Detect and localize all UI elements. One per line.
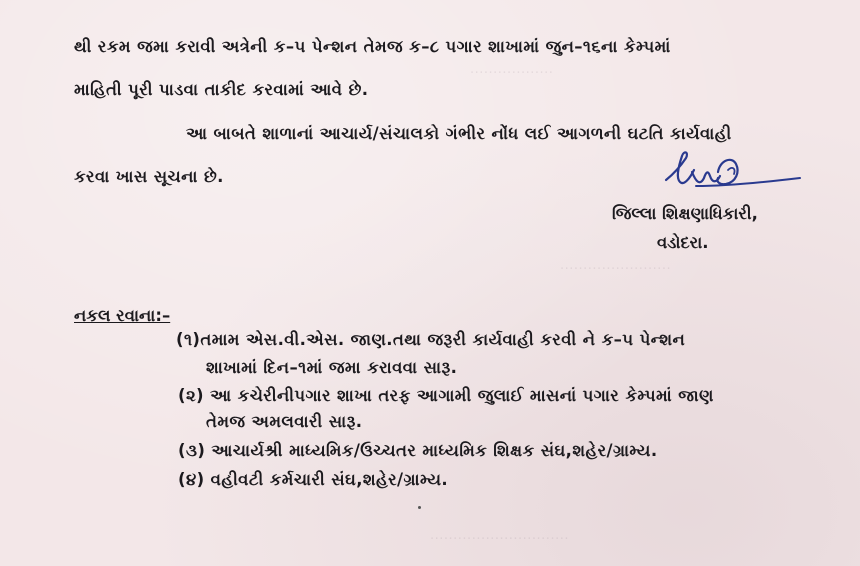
copy-item-1: (૧)તમામ એસ.વી.એસ. જાણ.તથા જરૂરી કાર્યવાહી કરવી ને ક–૫ પેન્શન — [176, 330, 686, 349]
copy-to-heading: નકલ રવાના:– — [74, 306, 171, 325]
copy-item-2: (૨) આ કચેરીનીપગાર શાખા તરફ આગામી જુલાઈ માસનાં પગાર કેમ્પમાં જાણ — [178, 386, 714, 405]
bleed-through-text: ·················· — [470, 66, 554, 81]
stray-ink-dot — [418, 506, 421, 509]
copy-item-1-cont: શાખામાં દિન–૧માં જમા કરાવવા સારૂ. — [206, 358, 458, 377]
bleed-through-text: ························ — [560, 262, 672, 277]
body-line-4: કરવા ખાસ સૂચના છે. — [74, 167, 224, 186]
copy-item-4: (૪) વહીવટી કર્મચારી સંઘ,શહેર/ગ્રામ્ય. — [178, 470, 449, 489]
body-line-1: થી રકમ જમા કરાવી અત્રેની ક–૫ પેન્શન તેમજ ક–૮ પગાર શાખામાં જુન–૧૬ના કેમ્પમાં — [74, 37, 671, 56]
copy-item-3: (૩) આચાર્યશ્રી માધ્યમિક/ઉચ્ચતર માધ્યમિક શિક્ષક સંઘ,શહેર/ગ્રામ્ય. — [178, 441, 658, 460]
bleed-through-text: ······························ — [430, 532, 569, 547]
signatory-title: જિલ્લા શિક્ષણાધિકારી, — [612, 204, 758, 223]
handwritten-signature — [656, 142, 806, 206]
signatory-place: વડોદરા. — [657, 233, 709, 252]
copy-item-2-cont: તેમજ અમલવારી સારૂ. — [206, 412, 363, 431]
body-line-3: આ બાબતે શાળાનાં આચાર્ય/સંચાલકો ગંભીર નોંધ લઈ આગળની ઘટતિ કાર્યવાહી — [186, 124, 732, 143]
body-line-2: માહિતી પૂરી પાડવા તાકીદ કરવામાં આવે છે. — [74, 80, 369, 99]
